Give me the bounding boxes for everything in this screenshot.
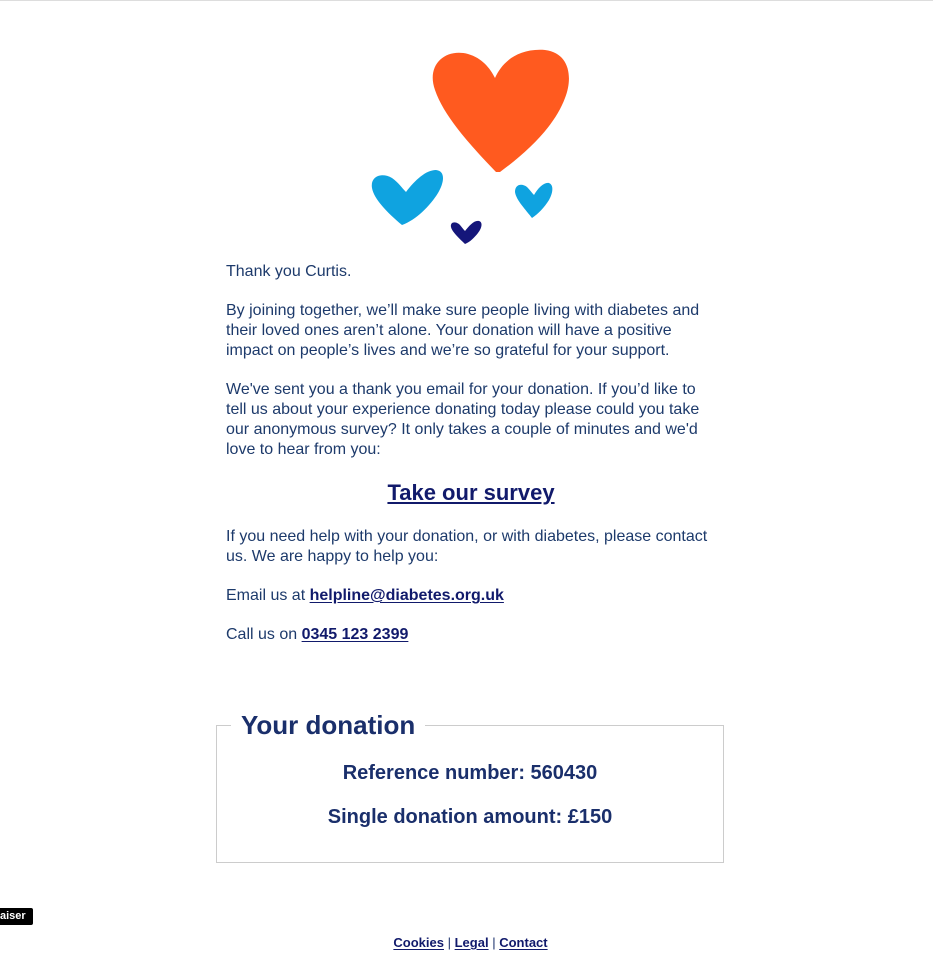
footer-link-legal[interactable]: Legal bbox=[454, 935, 489, 950]
impact-paragraph: By joining together, we’ll make sure people living with diabetes and their loved ones aren’t alone. Your donation will have a positive impact on people’s lives and we’re so grateful for your support. bbox=[226, 302, 700, 359]
footer-link-contact[interactable]: Contact bbox=[499, 935, 548, 950]
fundraiser-badge[interactable]: aiser bbox=[0, 908, 33, 925]
donation-summary-title: Your donation bbox=[241, 710, 416, 740]
reference-number: Reference number: 560430 bbox=[342, 762, 598, 784]
hearts-icon bbox=[360, 40, 580, 250]
call-prefix: Call us on bbox=[226, 626, 302, 643]
help-paragraph: If you need help with your donation, or with diabetes, please contact us. We are happy to help you: bbox=[226, 528, 708, 565]
top-divider bbox=[0, 0, 933, 1]
survey-invite-paragraph: We've sent you a thank you email for your donation. If you’d like to tell us about your experience donating today please could you take our anonymous survey? It only takes a couple of minutes and we'd love to hear from you: bbox=[226, 381, 700, 458]
phone-line bbox=[226, 625, 716, 645]
footer-separator: | bbox=[447, 935, 451, 950]
email-line bbox=[226, 586, 716, 606]
footer-links bbox=[0, 935, 933, 950]
helpline-email-link[interactable]: helpline@diabetes.org.uk bbox=[309, 587, 504, 604]
donation-amount: Single donation amount: £150 bbox=[327, 806, 613, 828]
greeting: Thank you Curtis. bbox=[226, 263, 352, 280]
email-prefix: Email us at bbox=[226, 587, 310, 604]
helpline-phone-link[interactable]: 0345 123 2399 bbox=[301, 626, 409, 643]
footer-link-cookies[interactable]: Cookies bbox=[393, 935, 444, 950]
footer-separator: | bbox=[492, 935, 496, 950]
donation-summary bbox=[216, 709, 724, 863]
survey-link-container bbox=[226, 479, 716, 507]
take-survey-link[interactable]: Take our survey bbox=[387, 480, 555, 505]
thank-you-message bbox=[226, 262, 716, 664]
